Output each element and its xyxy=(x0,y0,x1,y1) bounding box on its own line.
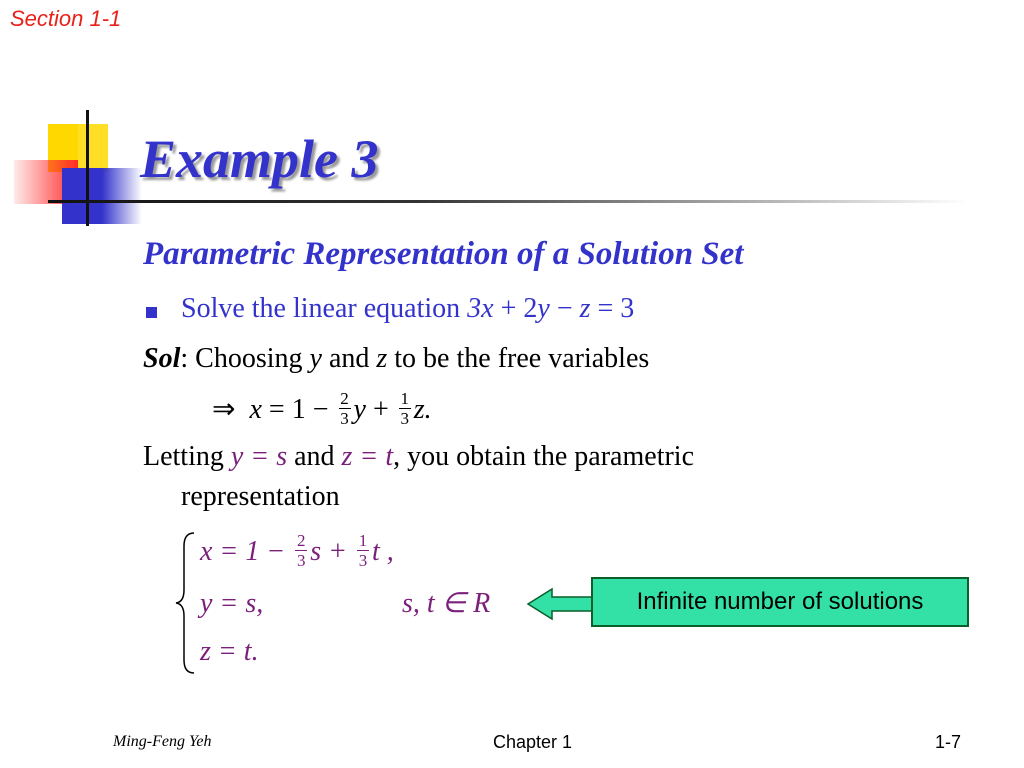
impl-x: x xyxy=(249,394,262,425)
frac-num: 1 xyxy=(358,531,368,550)
system-line-x xyxy=(200,531,394,572)
implication-line xyxy=(212,389,432,430)
sol-z: z xyxy=(376,343,388,374)
eq-term-3x: 3x xyxy=(467,293,494,324)
impl-y: y xyxy=(353,394,366,425)
callout-arrow-icon xyxy=(526,587,596,621)
footer-chapter: Chapter 1 xyxy=(493,732,573,752)
fraction-one-third xyxy=(399,390,411,427)
letting-line xyxy=(143,441,694,473)
frac-den: 3 xyxy=(340,409,349,429)
impl-plus: + xyxy=(365,394,396,425)
eq-rhs: = 3 xyxy=(590,293,635,324)
sol-rest: to be the free variables xyxy=(387,343,650,374)
bullet-line xyxy=(181,293,634,325)
letting-rest: , you obtain the parametric xyxy=(393,441,694,472)
sol-line xyxy=(143,343,649,375)
sys-t: t , xyxy=(372,535,394,567)
sys-x: x = 1 − xyxy=(200,535,293,567)
left-brace-icon xyxy=(172,530,200,676)
frac-den: 3 xyxy=(400,409,409,429)
fraction-two-thirds xyxy=(339,390,351,427)
eq-z: z xyxy=(579,293,591,324)
system-domain: s, t ∈ R xyxy=(402,588,491,619)
eq-minus: − xyxy=(549,293,580,324)
impl-eq: = 1 − xyxy=(261,394,336,425)
letting-line-2: representation xyxy=(181,481,340,512)
frac-num: 2 xyxy=(340,389,349,409)
sol-label: Sol xyxy=(143,343,181,374)
eq-plus: + 2 xyxy=(493,293,538,324)
sys-s: s + xyxy=(310,535,355,567)
fraction-two-thirds xyxy=(295,532,307,569)
sol-colon: : Choosing xyxy=(180,343,310,374)
system-line-z: z = t. xyxy=(200,636,259,667)
footer-author: Ming-Feng Yeh xyxy=(113,733,212,750)
callout-box: Infinite number of solutions xyxy=(591,577,969,627)
letting-ys: y = s xyxy=(230,441,288,472)
sol-and: and xyxy=(321,343,377,374)
bullet-text: Solve the linear equation xyxy=(181,293,468,324)
letting-and: and xyxy=(287,441,342,472)
slide-subtitle: Parametric Representation of a Solution Set xyxy=(143,236,744,272)
eq-y: y xyxy=(537,293,550,324)
frac-den: 3 xyxy=(296,551,306,570)
slide-title: Example 3 xyxy=(140,129,379,189)
letting-text: Letting xyxy=(143,441,231,472)
bullet-square-icon xyxy=(146,307,157,318)
frac-num: 1 xyxy=(400,389,409,409)
letting-zt: z = t xyxy=(341,441,394,472)
implies-arrow-icon: ⇒ xyxy=(212,394,236,425)
decorative-logo xyxy=(0,0,1024,240)
fraction-one-third xyxy=(357,532,369,569)
impl-z: z. xyxy=(413,394,432,425)
footer-page-number: 1-7 xyxy=(935,732,962,752)
title-underline xyxy=(48,200,968,203)
section-label: Section 1-1 xyxy=(10,6,122,31)
sol-y: y xyxy=(309,343,322,374)
system-line-y: y = s, xyxy=(200,588,264,619)
frac-den: 3 xyxy=(358,551,368,570)
frac-num: 2 xyxy=(296,531,306,550)
